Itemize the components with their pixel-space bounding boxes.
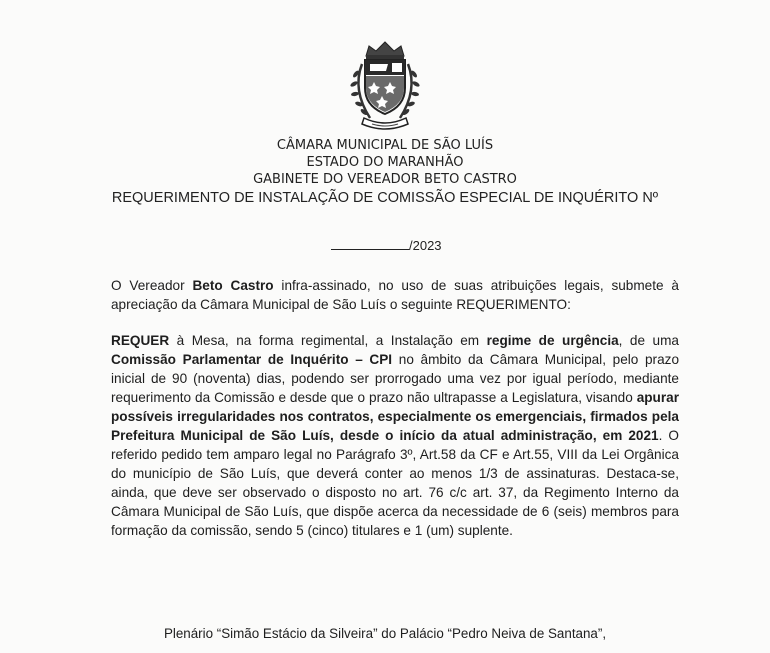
- date-line: [331, 238, 442, 253]
- investigation-purpose: apurar possíveis irregularidades nos contratos, especialmente os emergenciais, firmados pela Prefeitura Municipal de São Luís, desde o início da atual administração, em 2021: [111, 390, 679, 443]
- request-paragraph: [111, 331, 679, 540]
- urgency-regime: regime de urgência: [486, 333, 619, 348]
- coat-of-arms-icon: [340, 40, 430, 132]
- intro-paragraph: [111, 276, 679, 314]
- document-title: REQUERIMENTO DE INSTALAÇÃO DE COMISSÃO ESPECIAL DE INQUÉRITO Nº: [111, 190, 659, 206]
- request-text-3: no âmbito da Câmara Municipal, pelo prazo inicial de 90 (noventa) dias, podendo ser prorrogado uma vez por igual período, mediante requerimento da Comissão e desde que o prazo não ultrapasse a Legislatura, visando: [111, 352, 680, 405]
- intro-text-1: O Vereador: [111, 278, 193, 293]
- header-office: GABINETE DO VEREADOR BETO CASTRO: [253, 172, 517, 187]
- document-header: [0, 137, 770, 207]
- request-text-1: à Mesa, na forma regimental, a Instalação em: [169, 333, 487, 348]
- blank-number-field: [331, 238, 409, 250]
- intro-text-2: infra-assinado, no uso de suas atribuições legais, submete à apreciação da Câmara Municipal de São Luís o seguinte REQUERIMENTO:: [111, 278, 679, 312]
- request-keyword: REQUER: [111, 333, 170, 348]
- request-text-4: . O referido pedido tem amparo legal no Parágrafo 3º, Art.58 da CF e Art.55, VIII da Lei Orgânica do município de São Luís, que deverá conter ao menos 1/3 de assinaturas. Destaca-se, ainda, que deve ser observado o disposto no art. 76 c/c art. 37, da Regimento Interno da Câmara Municipal de São Luís, que dispõe acerca da necessidade de 6 (seis) membros para formação da comissão, sendo 5 (cinco) titulares e 1 (um) suplente.: [111, 428, 679, 538]
- cpi-name: Comissão Parlamentar de Inquérito – CPI: [111, 352, 393, 367]
- request-text-2: , de uma: [618, 333, 679, 348]
- header-state: ESTADO DO MARANHÃO: [306, 155, 464, 170]
- header-institution: CÂMARA MUNICIPAL DE SÃO LUÍS: [276, 138, 494, 153]
- councilor-name: Beto Castro: [192, 278, 274, 293]
- date-year: /2023: [409, 238, 442, 253]
- closing-line: Plenário “Simão Estácio da Silveira” do Palácio “Pedro Neiva de Santana”,: [163, 626, 607, 641]
